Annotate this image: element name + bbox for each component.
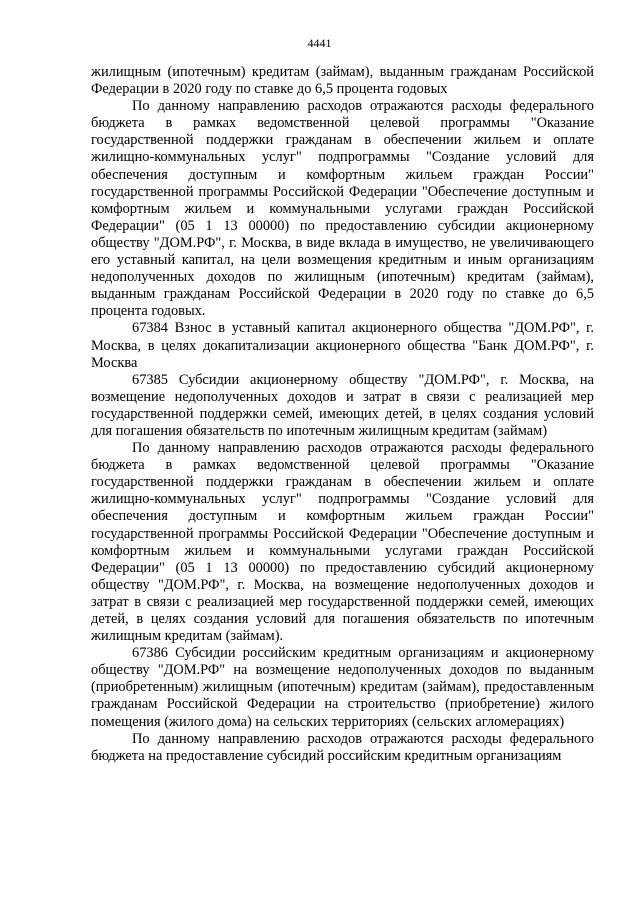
paragraph-expense-description: По данному направлению расходов отражаются расходы федерального бюджета в рамках ведомственной целевой программы "Оказание государственной поддержки гражданам в обеспечении жильем и оплате жилищно-коммунальных услуг" подпрограммы "Создание условий для обеспечения доступным и комфортным жильем граждан России" государственной программы Российской Федерации "Обеспечение доступным и комфортным жильем и коммунальными услугами граждан Российской Федерации" (05 1 13 00000) по предоставлению субсидии акционерному обществу "ДОМ.РФ", г. Москва, в виде вклада в имущество, не увеличивающего его уставный капитал, на цели возмещения кредитным и иным организациям недополученных доходов по жилищным (ипотечным) кредитам (займам), выданным гражданам Российской Федерации в 2020 году по ставке до 6,5 процента годовых.	[91, 98, 594, 320]
paragraph-expense-description: По данному направлению расходов отражаются расходы федерального бюджета в рамках ведомственной целевой программы "Оказание государственной поддержки гражданам в обеспечении жильем и оплате жилищно-коммунальных услуг" подпрограммы "Создание условий для обеспечения доступным и комфортным жильем граждан России" государственной программы Российской Федерации "Обеспечение доступным и комфортным жильем и коммунальными услугами граждан Российской Федерации" (05 1 13 00000) по предоставлению субсидий акционерному обществу "ДОМ.РФ", г. Москва, на возмещение недополученных доходов и затрат в связи с реализацией мер государственной поддержки семей, имеющих детей, в целях создания условий для погашения обязательств по ипотечным жилищным кредитам (займам).	[91, 440, 594, 645]
paragraph-code-67385: 67385 Субсидии акционерному обществу "ДОМ.РФ", г. Москва, на возмещение недополученных доходов и затрат в связи с реализацией мер государственной поддержки семей, имеющих детей, в целях создания условий для погашения обязательств по ипотечным жилищным кредитам (займам)	[91, 371, 594, 439]
paragraph-expense-description: По данному направлению расходов отражаются расходы федерального бюджета на предоставление субсидий российским кредитным организациям	[91, 730, 594, 764]
document-body	[91, 64, 594, 765]
paragraph-continuation: жилищным (ипотечным) кредитам (займам), выданным гражданам Российской Федерации в 2020 году по ставке до 6,5 процента годовых	[91, 64, 594, 98]
page-number: 4441	[307, 36, 332, 50]
paragraph-code-67386: 67386 Субсидии российским кредитным организациям и акционерному обществу "ДОМ.РФ" на возмещение недополученных доходов по выданным (приобретенным) жилищным (ипотечным) кредитам (займам), предоставленным гражданам Российской Федерации на строительство (приобретение) жилого помещения (жилого дома) на сельских территориях (сельских агломерациях)	[91, 645, 594, 730]
paragraph-code-67384: 67384 Взнос в уставный капитал акционерного общества "ДОМ.РФ", г. Москва, в целях докапитализации акционерного общества "Банк ДОМ.РФ", г. Москва	[91, 320, 594, 371]
